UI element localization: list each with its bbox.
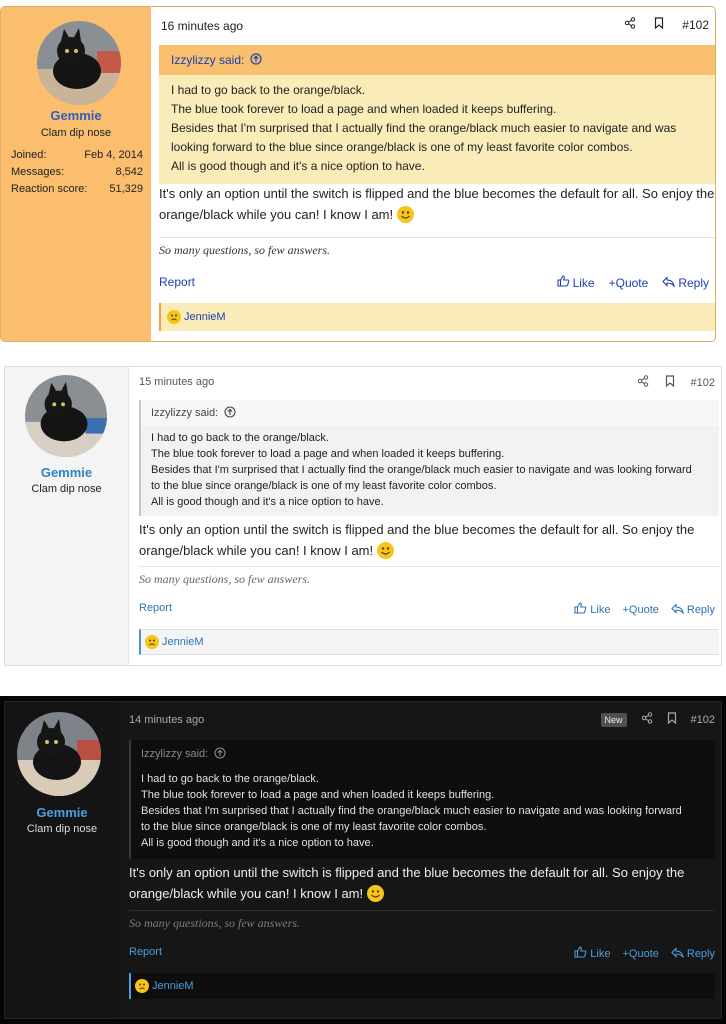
smiley-emoji-icon <box>367 885 384 902</box>
reply-arrow-icon <box>662 276 675 290</box>
cat-avatar-image <box>25 375 107 457</box>
reply-label: Reply <box>678 275 709 290</box>
post-timestamp[interactable]: 14 minutes ago <box>129 714 205 726</box>
quote-button[interactable] <box>622 946 658 961</box>
message-text: It's only an option until the switch is flipped and the blue becomes the default for all. So enjoy the orange/black while you can! I know I am! <box>159 186 715 222</box>
avatar[interactable] <box>17 712 101 796</box>
smiley-emoji-icon <box>135 979 149 993</box>
quote-block <box>139 400 719 516</box>
reply-button[interactable] <box>671 946 715 961</box>
plus-icon: + <box>622 603 629 616</box>
share-icon[interactable] <box>624 17 636 32</box>
like-button[interactable] <box>574 946 610 961</box>
quote-block <box>129 740 715 859</box>
reactions-bar[interactable] <box>159 303 715 331</box>
quote-body <box>141 426 719 516</box>
signature: So many questions, so few answers. <box>139 572 310 586</box>
report-link[interactable]: Report <box>159 275 196 289</box>
reaction-user-link[interactable]: JennieM <box>162 636 204 648</box>
signature-divider <box>129 910 715 911</box>
avatar[interactable] <box>37 21 121 105</box>
username[interactable]: Gemmie <box>50 108 102 123</box>
user-title: Clam dip nose <box>40 127 112 139</box>
quote-line: The blue took forever to load a page and when loaded it keeps buffering. <box>141 789 495 801</box>
quote-line: I had to go back to the orange/black. <box>151 432 329 444</box>
report-link[interactable]: Report <box>129 946 163 958</box>
like-label: Like <box>590 947 611 960</box>
user-stats <box>11 147 143 198</box>
user-sidebar <box>5 367 129 665</box>
post-main <box>119 702 721 1018</box>
smiley-emoji-icon <box>167 310 181 324</box>
quote-line: Besides that I'm surprised that I actually find the orange/black much easier to navigate and was <box>171 121 677 135</box>
cat-avatar-image <box>17 712 101 796</box>
signature-divider <box>159 237 715 238</box>
arrow-up-circle-icon[interactable] <box>250 53 262 68</box>
reply-button[interactable] <box>671 602 715 617</box>
post-message <box>159 183 716 225</box>
quote-button[interactable] <box>609 275 649 290</box>
quote-line: The blue took forever to load a page and when loaded it keeps buffering. <box>171 102 557 116</box>
stat-value: Feb 4, 2014 <box>84 149 143 161</box>
like-label: Like <box>572 275 595 290</box>
share-icon[interactable] <box>637 375 649 390</box>
cat-avatar-image <box>37 21 121 105</box>
plus-icon: + <box>622 947 629 960</box>
user-sidebar <box>1 7 151 341</box>
quote-line: Besides that I'm surprised that I actually find the orange/black much easier to navigate and was looking forward <box>151 464 692 476</box>
quote-body <box>159 75 715 184</box>
like-button[interactable] <box>574 602 610 617</box>
user-title: Clam dip nose <box>31 483 102 495</box>
quote-line: to the blue since orange/black is one of my least favorite color combos. <box>151 480 497 492</box>
post-number-link[interactable]: #102 <box>682 17 709 32</box>
stat-joined <box>11 147 143 164</box>
username[interactable]: Gemmie <box>40 465 93 480</box>
post-tools <box>601 712 716 727</box>
reactions-bar[interactable] <box>129 973 715 999</box>
thumbs-up-icon <box>574 602 587 617</box>
smiley-emoji-icon <box>145 635 159 649</box>
new-badge: New <box>601 713 627 727</box>
post-number-link[interactable]: #102 <box>690 713 715 726</box>
stat-value: 51,329 <box>109 183 143 195</box>
like-label: Like <box>590 603 611 616</box>
quote-header[interactable] <box>131 740 715 768</box>
post-actions <box>574 946 715 961</box>
plus-icon: + <box>608 275 616 290</box>
reaction-user-link[interactable]: JennieM <box>184 311 226 323</box>
bookmark-icon[interactable] <box>665 375 675 390</box>
reactions-bar[interactable] <box>139 629 719 655</box>
avatar[interactable] <box>25 375 107 457</box>
stat-label: Reaction score: <box>11 183 88 195</box>
quote-line: All is good though and it's a nice option to have. <box>141 837 374 849</box>
user-sidebar <box>5 702 119 1018</box>
smiley-emoji-icon <box>377 542 394 559</box>
bookmark-icon[interactable] <box>654 17 664 32</box>
user-title: Clam dip nose <box>26 823 98 835</box>
reply-label: Reply <box>686 947 715 960</box>
post-actions <box>557 275 709 290</box>
reply-label: Reply <box>686 603 715 616</box>
reply-button[interactable] <box>662 275 709 290</box>
signature: So many questions, so few answers. <box>159 243 330 257</box>
post-number-link[interactable]: #102 <box>690 376 715 389</box>
post-message <box>139 519 717 561</box>
quote-button[interactable] <box>622 602 658 617</box>
quote-line: The blue took forever to load a page and when loaded it keeps buffering. <box>151 448 505 460</box>
smiley-emoji-icon <box>397 206 414 223</box>
quote-header[interactable] <box>159 45 715 75</box>
reply-arrow-icon <box>671 947 684 961</box>
arrow-up-circle-icon[interactable] <box>214 747 226 762</box>
post-timestamp[interactable]: 16 minutes ago <box>161 19 244 33</box>
quote-label: Quote <box>615 275 649 290</box>
post-light-theme <box>4 366 722 666</box>
thumbs-up-icon <box>557 275 570 290</box>
quote-body <box>131 768 715 859</box>
quote-author[interactable]: Izzylizzy said: <box>171 53 245 67</box>
post-actions <box>574 602 715 617</box>
share-icon[interactable] <box>641 712 653 727</box>
post-dark-theme <box>4 701 722 1019</box>
post-tools <box>637 375 715 390</box>
post-message <box>129 862 715 904</box>
signature: So many questions, so few answers. <box>129 916 300 930</box>
post-orange-theme <box>0 6 716 342</box>
quote-label: Quote <box>628 603 659 616</box>
quote-header[interactable] <box>141 400 719 426</box>
quote-line: looking forward to the blue since orange/black is one of my least favorite color combos. <box>171 140 633 154</box>
quote-label: Quote <box>628 947 659 960</box>
post-main <box>129 367 721 665</box>
quote-line: I had to go back to the orange/black. <box>171 83 366 97</box>
quote-author[interactable]: Izzylizzy said: <box>151 407 219 419</box>
stat-label: Messages: <box>11 166 65 178</box>
signature-divider <box>139 566 719 567</box>
quote-block <box>159 45 715 184</box>
reaction-user-link[interactable]: JennieM <box>152 980 194 992</box>
bookmark-icon[interactable] <box>667 712 677 727</box>
arrow-up-circle-icon[interactable] <box>224 406 236 421</box>
stat-value: 8,542 <box>115 166 143 178</box>
stat-reaction-score <box>11 181 143 198</box>
message-text: It's only an option until the switch is flipped and the blue becomes the default for all. So enjoy the orange/black while you can! I know I am! <box>139 522 695 558</box>
reply-arrow-icon <box>671 603 684 617</box>
post-main <box>151 7 715 341</box>
quote-line: All is good though and it's a nice option to have. <box>171 159 425 173</box>
username[interactable]: Gemmie <box>36 805 88 820</box>
report-link[interactable]: Report <box>139 602 173 614</box>
thumbs-up-icon <box>574 946 587 961</box>
like-button[interactable] <box>557 275 595 290</box>
quote-author[interactable]: Izzylizzy said: <box>141 748 209 760</box>
quote-line: Besides that I'm surprised that I actually find the orange/black much easier to navigate and was looking forward <box>141 805 682 817</box>
post-timestamp[interactable]: 15 minutes ago <box>139 376 215 388</box>
message-text: It's only an option until the switch is flipped and the blue becomes the default for all. So enjoy the orange/black while you can! I know I am! <box>129 865 685 901</box>
stat-messages <box>11 164 143 181</box>
quote-line: All is good though and it's a nice option to have. <box>151 496 384 508</box>
post-tools <box>624 17 709 32</box>
quote-line: I had to go back to the orange/black. <box>141 773 319 785</box>
stat-label: Joined: <box>11 149 47 161</box>
quote-line: to the blue since orange/black is one of my least favorite color combos. <box>141 821 487 833</box>
